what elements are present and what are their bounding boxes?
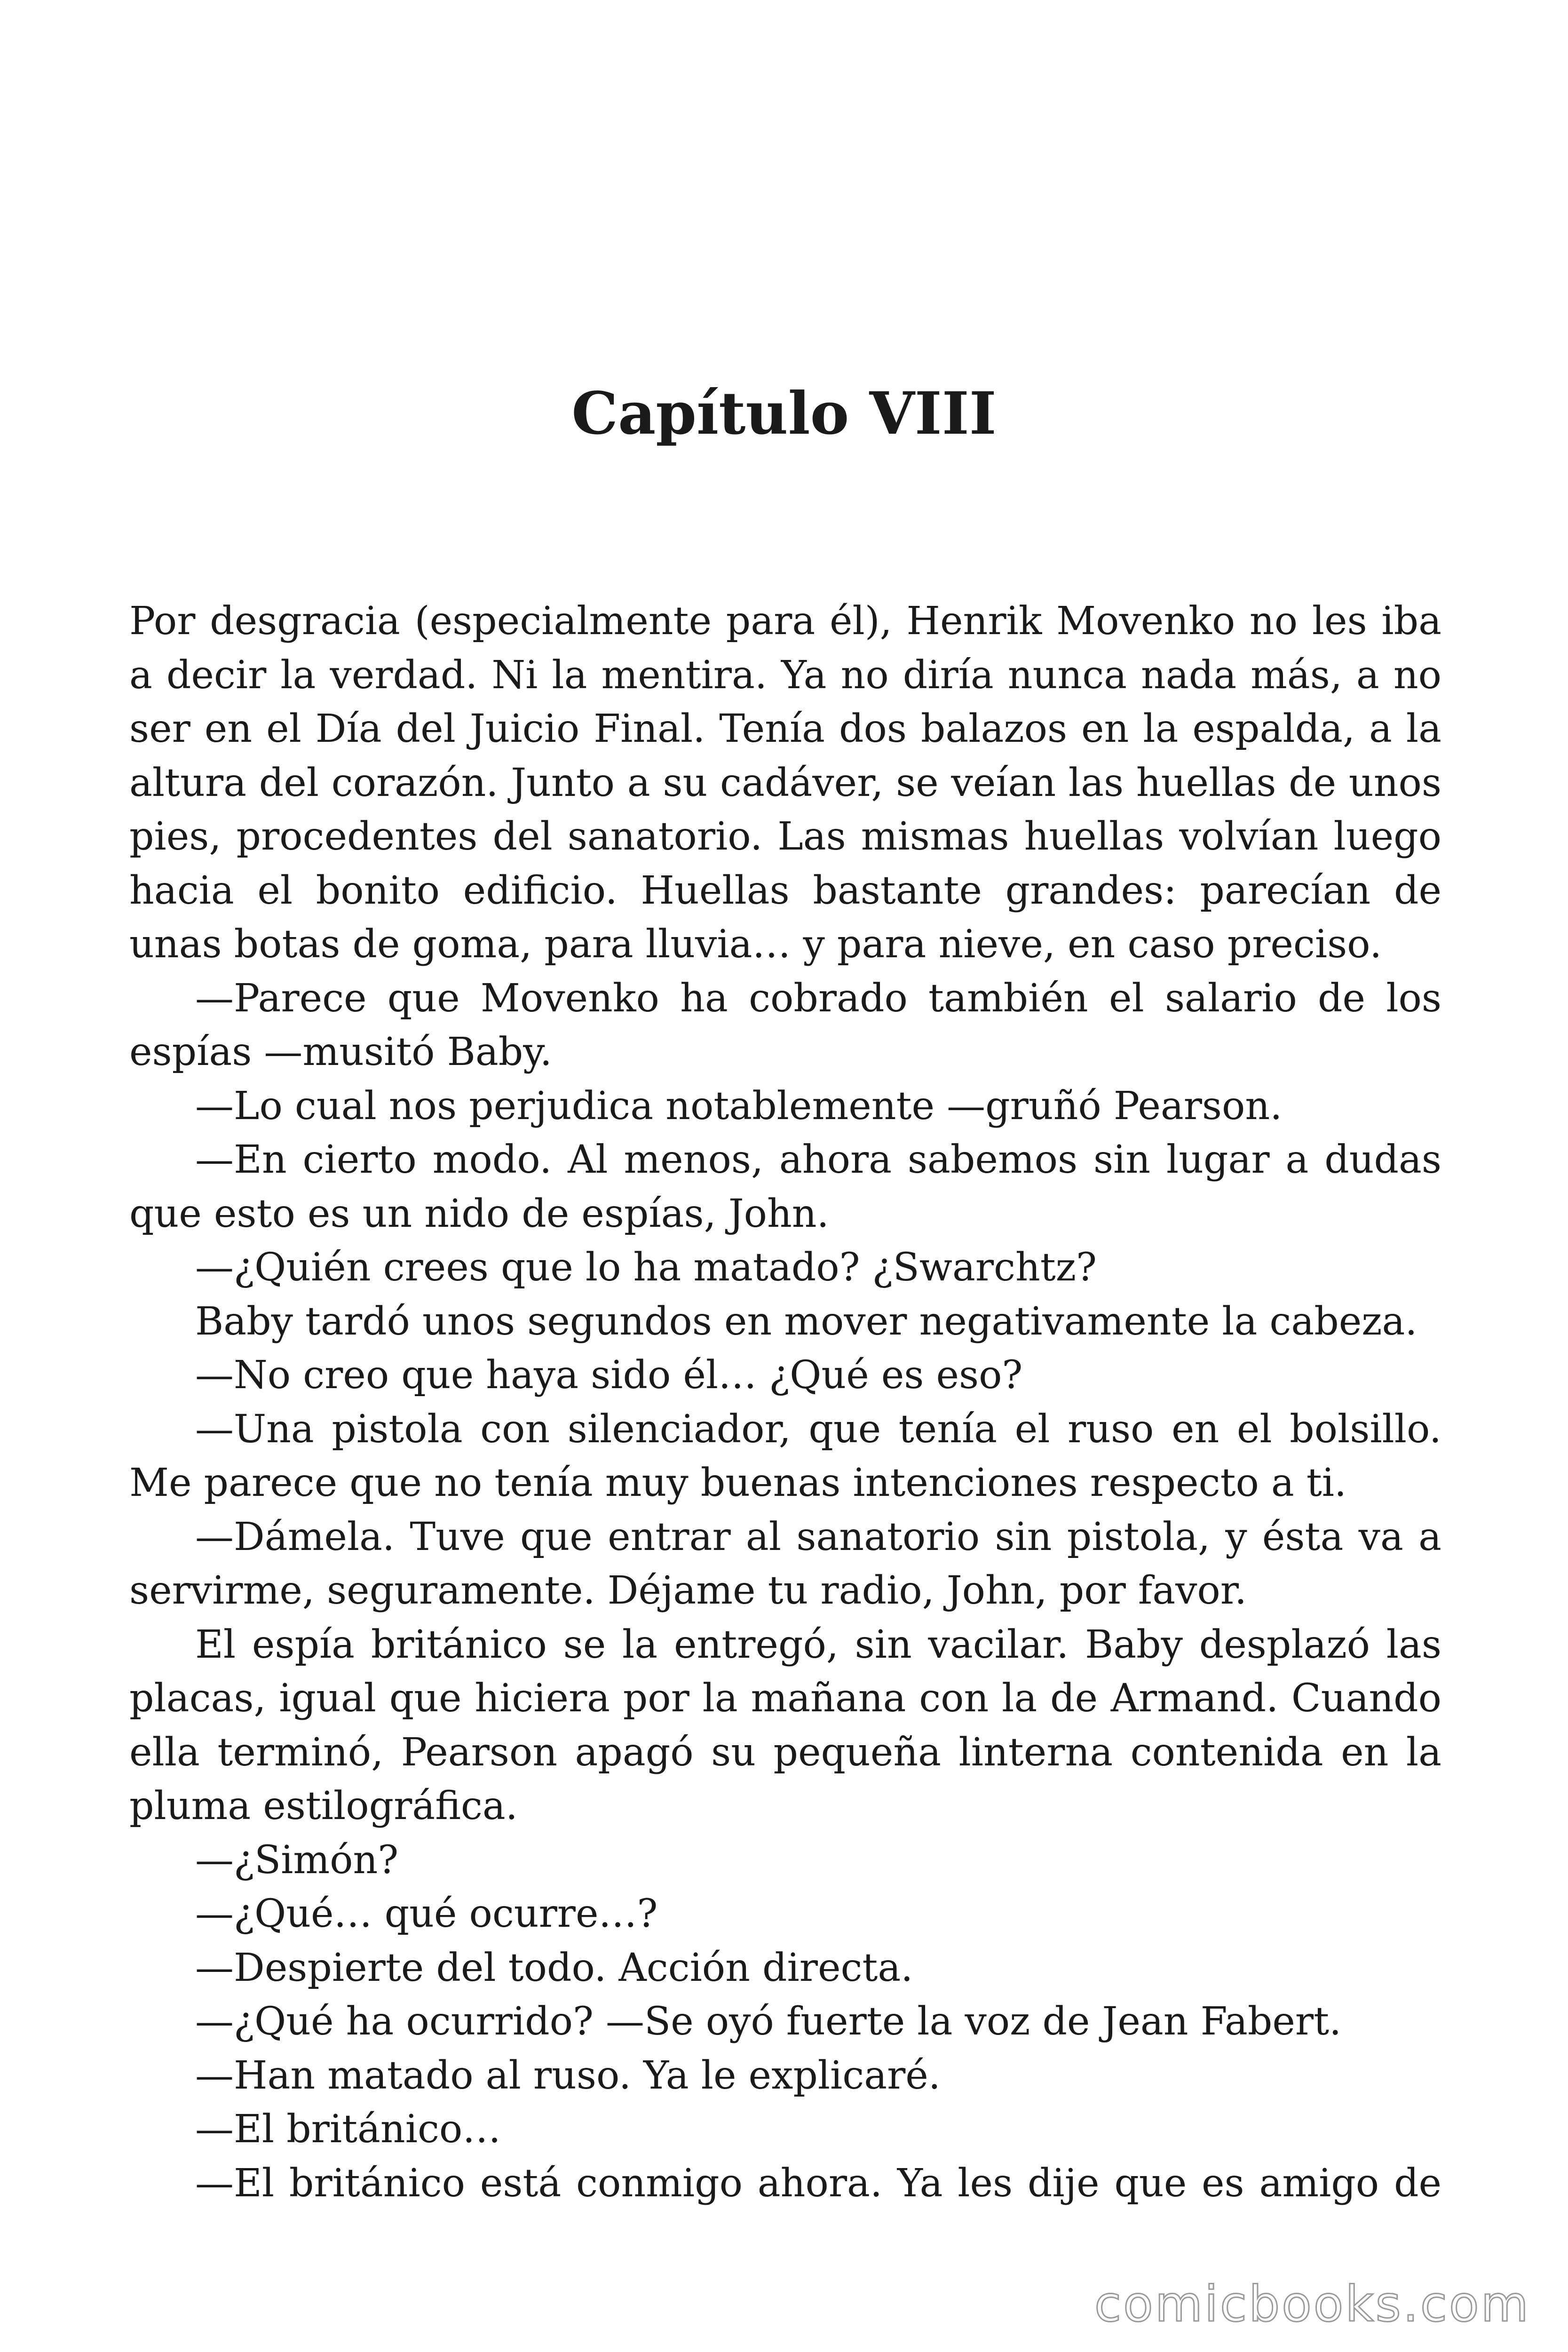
chapter-body bbox=[129, 595, 1441, 2210]
paragraph: —En cierto modo. Al menos, ahora sabemos sin lugar a dudas que esto es un nido de espías, John. bbox=[129, 1137, 1441, 1236]
paragraph: —Despierte del todo. Acción directa. bbox=[195, 1945, 913, 1990]
paragraph: —Una pistola con silenciador, que tenía el ruso en el bolsillo. Me parece que no tenía muy buenas intenciones respecto a ti. bbox=[129, 1406, 1441, 1505]
paragraph: —¿Qué… qué ocurre…? bbox=[195, 1891, 658, 1936]
paragraph: —El británico está conmigo ahora. Ya les dije que es amigo de bbox=[195, 2161, 1441, 2206]
paragraph: El espía británico se la entregó, sin vacilar. Baby desplazó las placas, igual que hiciera por la mañana con la de Armand. Cuando ella terminó, Pearson apagó su pequeña linterna contenida en la pluma estilográfica. bbox=[129, 1622, 1441, 1828]
paragraph: —El británico… bbox=[195, 2107, 501, 2152]
paragraph: Baby tardó unos segundos en mover negativamente la cabeza. bbox=[195, 1299, 1418, 1344]
paragraph: —Lo cual nos perjudica notablemente —gruñó Pearson. bbox=[195, 1083, 1283, 1128]
watermark: comicbooks.com bbox=[1094, 2275, 1530, 2333]
paragraph: —¿Qué ha ocurrido? —Se oyó fuerte la voz de Jean Fabert. bbox=[195, 1999, 1342, 2044]
chapter-title: Capítulo VIII bbox=[571, 380, 997, 448]
paragraph: Por desgracia (especialmente para él), Henrik Movenko no les iba a decir la verdad. Ni la mentira. Ya no diría nunca nada más, a no ser en el Día del Juicio Final. Tenía dos balazos en la espalda, a la altura del corazón. Junto a su cadáver, se veían las huellas de unos pies, procedentes del sanatorio. Las mismas huellas volvían luego hacia el bonito edificio. Huellas bastante grandes: parecían de unas botas de goma, para lluvia… y para nieve, en caso preciso. bbox=[129, 599, 1441, 967]
paragraph: —¿Simón? bbox=[195, 1837, 399, 1883]
paragraph: —¿Quién crees que lo ha matado? ¿Swarchtz? bbox=[195, 1245, 1097, 1290]
paragraph: —Han matado al ruso. Ya le explicaré. bbox=[195, 2053, 941, 2098]
paragraph: —No creo que haya sido él… ¿Qué es eso? bbox=[195, 1353, 1023, 1398]
paragraph: —Dámela. Tuve que entrar al sanatorio sin pistola, y ésta va a servirme, seguramente. Déjame tu radio, John, por favor. bbox=[129, 1514, 1441, 1613]
paragraph: —Parece que Movenko ha cobrado también el salario de los espías —musitó Baby. bbox=[129, 976, 1441, 1074]
